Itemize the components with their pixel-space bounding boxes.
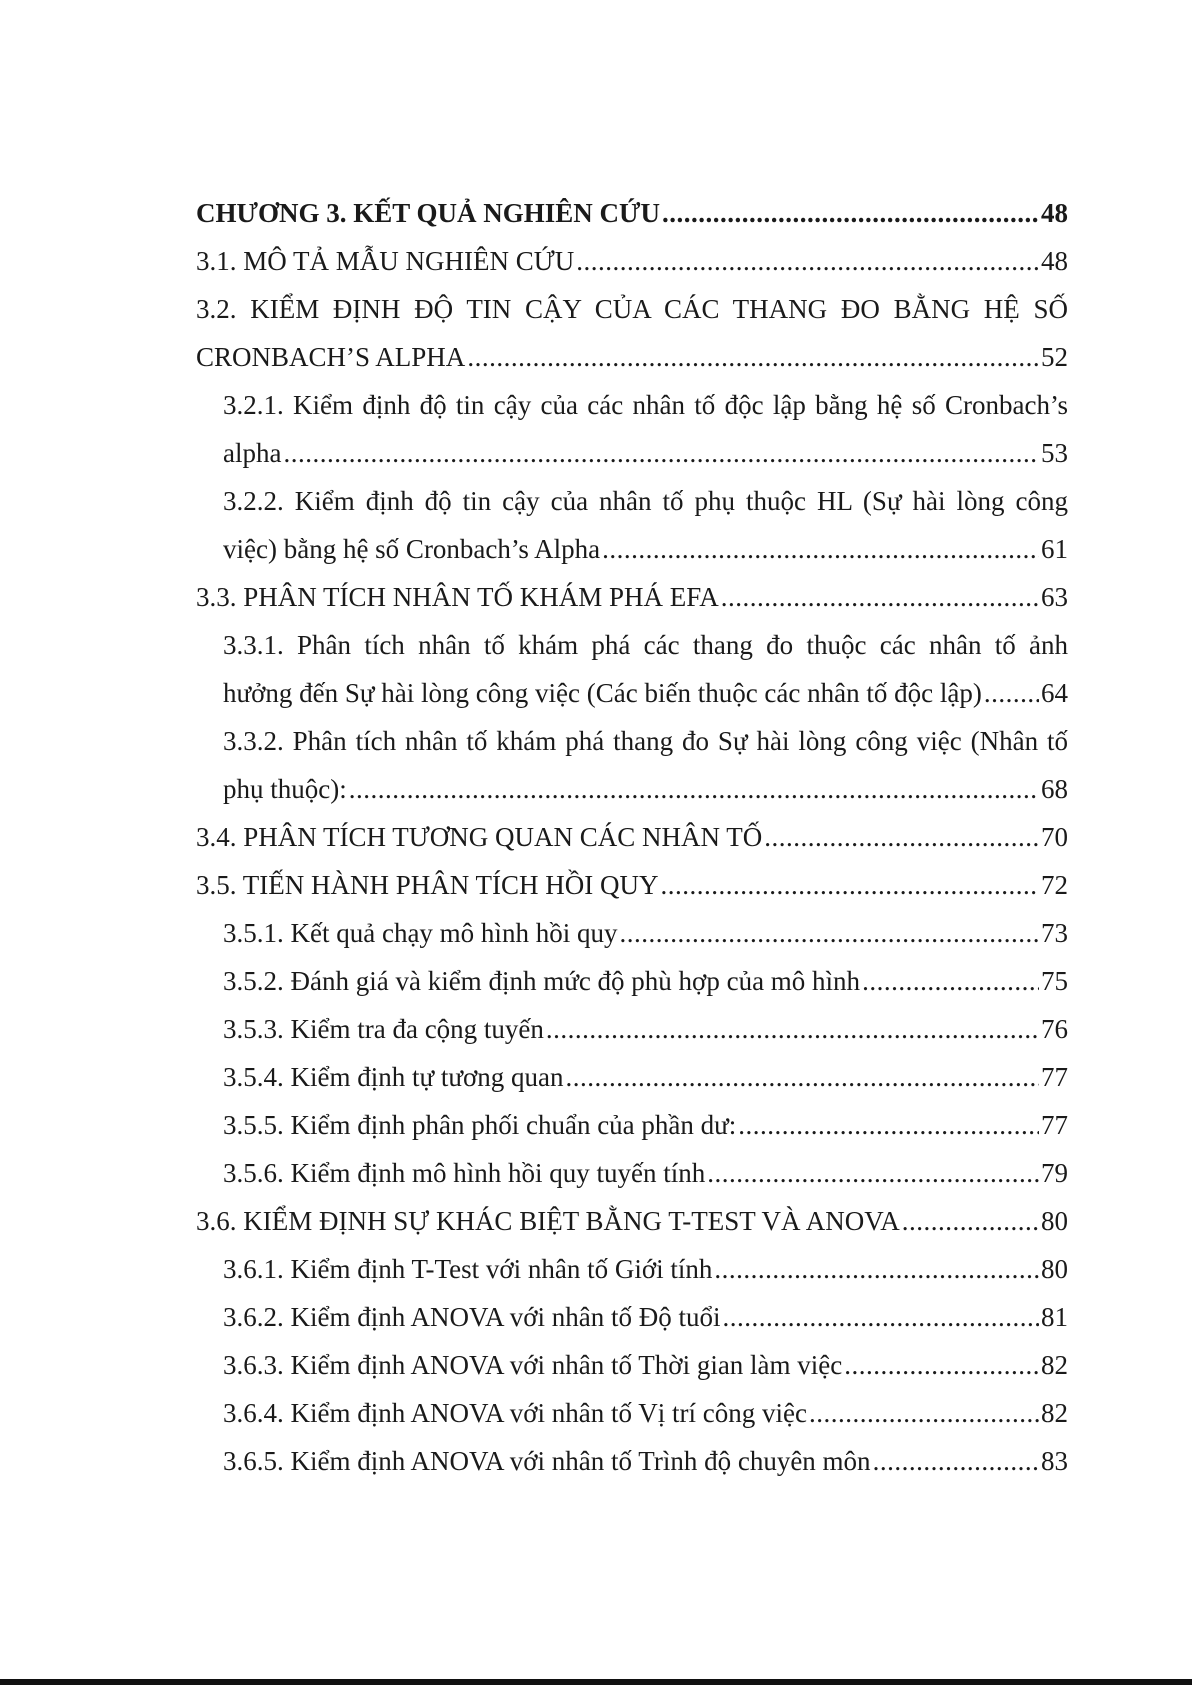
dot-leader [546,1005,1039,1053]
toc-entry-page: 63 [1041,582,1068,612]
dot-leader [902,1197,1039,1245]
toc-entry-page: 81 [1041,1302,1068,1332]
toc-entry-3-5-6[interactable] [196,1149,1068,1197]
toc-entry-title: 3.5.3. Kiểm tra đa cộng tuyến [223,1014,544,1044]
toc-entry-page: 48 [1041,246,1068,276]
toc-entry-3-6-3[interactable] [196,1341,1068,1389]
toc-entry-3-2-1-line-2[interactable] [196,429,1068,477]
toc-entry-title: việc) bằng hệ số Cronbach’s Alpha [223,534,601,564]
dot-leader [566,1053,1039,1101]
dot-leader [602,525,1039,573]
dot-leader [873,1437,1039,1485]
toc-entry-title: 3.2.2. Kiểm định độ tin cậy của nhân tố phụ thuộc HL (Sự hài lòng công [223,486,1068,516]
toc-entry-title: 3.2. KIỂM ĐỊNH ĐỘ TIN CẬY CỦA CÁC THANG ĐO BẰNG HỆ SỐ [196,294,1068,324]
toc-entry-3-5-1[interactable] [196,909,1068,957]
dot-leader [844,1341,1039,1389]
toc-entry-page: 48 [1041,198,1068,228]
toc-entry-3-6-1[interactable] [196,1245,1068,1293]
toc-entry-title: CRONBACH’S ALPHA [196,342,466,372]
toc-entry-3-3-1-line-2[interactable] [196,669,1068,717]
toc-entry-title: 3.6.3. Kiểm định ANOVA với nhân tố Thời gian làm việc [223,1350,843,1380]
dot-leader [707,1149,1039,1197]
dot-leader [862,957,1039,1005]
toc-entry-title: phụ thuộc): [223,774,347,804]
toc-entry-title: 3.5.2. Đánh giá và kiểm định mức độ phù hợp của mô hình [223,966,861,996]
toc-entry-page: 82 [1041,1350,1068,1380]
toc-entry-3-3[interactable] [196,573,1068,621]
page-bottom-edge [0,1679,1192,1685]
toc-entry-page: 72 [1041,870,1068,900]
toc-entry-title: 3.6.2. Kiểm định ANOVA với nhân tố Độ tuổi [223,1302,721,1332]
toc-entry-page: 79 [1041,1158,1068,1188]
toc-entry-3-6-4[interactable] [196,1389,1068,1437]
toc-entry-page: 64 [1041,678,1068,708]
toc-entry-3-6-5[interactable] [196,1437,1068,1485]
toc-entry-title: hưởng đến Sự hài lòng công việc (Các biến thuộc các nhân tố độc lập) [223,678,982,708]
dot-leader [984,669,1039,717]
dot-leader [714,1245,1039,1293]
dot-leader [283,429,1039,477]
toc-entry-page: 70 [1041,822,1068,852]
toc-entry-3-3-2-line-2[interactable] [196,765,1068,813]
toc-entry-page: 82 [1041,1398,1068,1428]
dot-leader [662,189,1039,237]
toc-entry-page: 80 [1041,1206,1068,1236]
toc-entry-3-5-5[interactable] [196,1101,1068,1149]
toc-entry-3-5-4[interactable] [196,1053,1068,1101]
toc-entry-3-2-line-1[interactable] [196,285,1068,333]
toc-entry-3-3-1-line-1[interactable] [196,621,1068,669]
dot-leader [764,813,1039,861]
toc-entry-3-1[interactable] [196,237,1068,285]
toc-entry-page: 68 [1041,774,1068,804]
toc-entry-page: 75 [1041,966,1068,996]
toc-entry-title: 3.5.4. Kiểm định tự tương quan [223,1062,564,1092]
table-of-contents [196,189,1068,1485]
toc-entry-title: 3.3.2. Phân tích nhân tố khám phá thang đo Sự hài lòng công việc (Nhân tố [223,726,1068,756]
dot-leader [660,861,1039,909]
dot-leader [721,573,1039,621]
toc-entry-page: 83 [1041,1446,1068,1476]
toc-entry-page: 52 [1041,342,1068,372]
dot-leader [723,1293,1039,1341]
dot-leader [738,1101,1039,1149]
toc-entry-page: 77 [1041,1062,1068,1092]
toc-entry-3-6[interactable] [196,1197,1068,1245]
toc-entry-page: 77 [1041,1110,1068,1140]
toc-entry-title: 3.2.1. Kiểm định độ tin cậy của các nhân tố độc lập bằng hệ số Cronbach’s [223,390,1068,420]
toc-entry-title: 3.1. MÔ TẢ MẪU NGHIÊN CỨU [196,246,575,276]
toc-entry-3-2-2-line-2[interactable] [196,525,1068,573]
toc-entry-title: CHƯƠNG 3. KẾT QUẢ NGHIÊN CỨU [196,198,661,228]
toc-entry-title: 3.5.1. Kết quả chạy mô hình hồi quy [223,918,618,948]
toc-entry-title: 3.5. TIẾN HÀNH PHÂN TÍCH HỒI QUY [196,870,659,900]
toc-entry-3-4[interactable] [196,813,1068,861]
toc-entry-page: 61 [1041,534,1068,564]
toc-entry-chapter-3[interactable] [196,189,1068,237]
toc-entry-3-2-line-2[interactable] [196,333,1068,381]
toc-entry-page: 53 [1041,438,1068,468]
toc-entry-3-5-3[interactable] [196,1005,1068,1053]
toc-entry-3-2-2-line-1[interactable] [196,477,1068,525]
toc-entry-title: 3.3. PHÂN TÍCH NHÂN TỐ KHÁM PHÁ EFA [196,582,719,612]
toc-entry-3-5[interactable] [196,861,1068,909]
toc-entry-3-3-2-line-1[interactable] [196,717,1068,765]
toc-entry-page: 73 [1041,918,1068,948]
dot-leader [576,237,1039,285]
toc-entry-title: 3.4. PHÂN TÍCH TƯƠNG QUAN CÁC NHÂN TỐ [196,822,763,852]
dot-leader [349,765,1039,813]
toc-entry-3-6-2[interactable] [196,1293,1068,1341]
dot-leader [809,1389,1039,1437]
toc-entry-title: alpha [223,438,282,468]
toc-entry-title: 3.3.1. Phân tích nhân tố khám phá các thang đo thuộc các nhân tố ảnh [223,630,1068,660]
toc-entry-title: 3.6.5. Kiểm định ANOVA với nhân tố Trình độ chuyên môn [223,1446,871,1476]
toc-entry-3-5-2[interactable] [196,957,1068,1005]
toc-entry-title: 3.6.4. Kiểm định ANOVA với nhân tố Vị trí công việc [223,1398,807,1428]
dot-leader [619,909,1039,957]
dot-leader [467,333,1039,381]
toc-entry-title: 3.5.6. Kiểm định mô hình hồi quy tuyến tính [223,1158,706,1188]
toc-entry-title: 3.6. KIỂM ĐỊNH SỰ KHÁC BIỆT BẰNG T-TEST VÀ ANOVA [196,1206,900,1236]
toc-entry-page: 80 [1041,1254,1068,1284]
toc-entry-page: 76 [1041,1014,1068,1044]
toc-entry-title: 3.5.5. Kiểm định phân phối chuẩn của phần dư: [223,1110,737,1140]
toc-entry-3-2-1-line-1[interactable] [196,381,1068,429]
toc-entry-title: 3.6.1. Kiểm định T-Test với nhân tố Giới tính [223,1254,713,1284]
